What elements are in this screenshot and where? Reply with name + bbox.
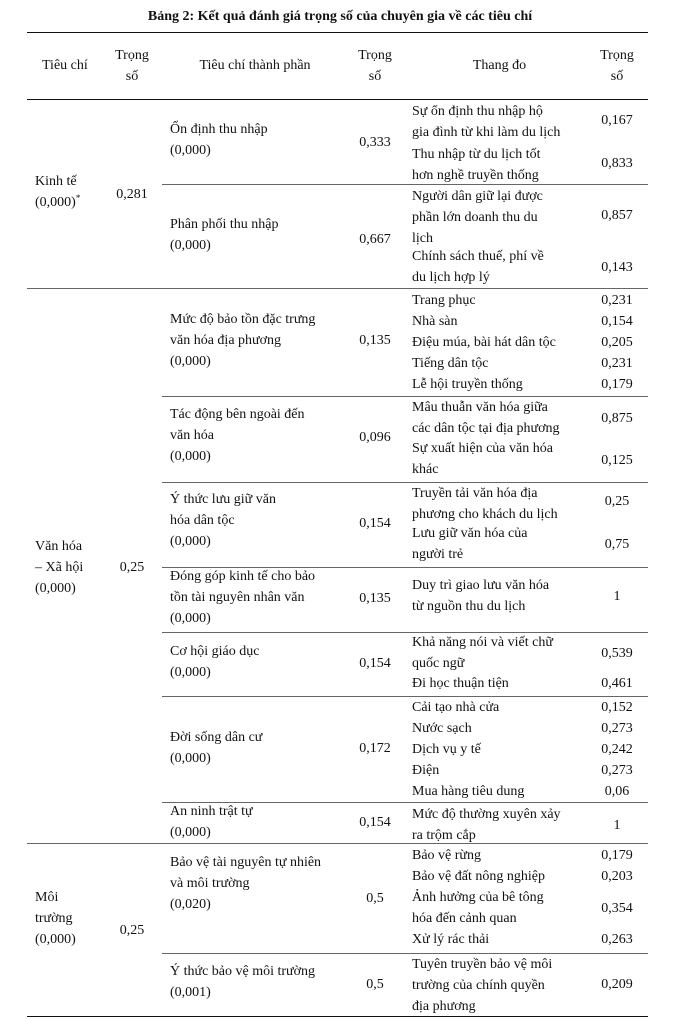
table-bottom-rule [27, 1016, 648, 1017]
scale-item-weight: 0,231 [601, 293, 633, 308]
sub-criteria-text: và môi trường [170, 876, 250, 891]
criteria-cr: (0,000)* [35, 193, 81, 210]
header-top-rule [27, 32, 648, 33]
scale-item-text: du lịch hợp lý [412, 270, 490, 285]
scale-item-text: Mức độ thường xuyên xảy [412, 807, 561, 822]
scale-item-text: Tuyên truyền bảo vệ môi [412, 957, 553, 972]
scale-item-text: Mua hàng tiêu dung [412, 784, 525, 799]
scale-item-weight: 0,833 [601, 156, 633, 171]
scale-item-text: Truyền tải văn hóa địa [412, 486, 538, 501]
scale-item-weight: 0,242 [601, 742, 633, 757]
header-scale-weight: Trọng [600, 48, 634, 63]
scale-item-text: Cải tạo nhà cửa [412, 700, 500, 715]
footnote-mark: * [75, 193, 81, 203]
sub-criteria-text: (0,001) [170, 985, 211, 1000]
scale-item-weight: 0,25 [604, 494, 630, 509]
criteria-weight: 0,25 [119, 560, 145, 575]
scale-item-text: ra trộm cắp [412, 828, 476, 843]
sub-criteria-text: An ninh trật tự [170, 804, 253, 819]
sub-divider [162, 696, 648, 697]
sub-criteria-text: Đời sống dân cư [170, 730, 263, 745]
scale-item-weight: 0,857 [601, 208, 633, 223]
criteria-name: Văn hóa [35, 539, 83, 554]
scale-item-text: khác [412, 462, 439, 477]
sub-criteria-weight: 0,096 [359, 430, 391, 445]
scale-item-text: Dịch vụ y tế [412, 742, 481, 757]
criteria-name: Môi [35, 890, 59, 905]
scale-item-text: Chính sách thuế, phí về [412, 249, 544, 264]
sub-criteria-weight: 0,5 [366, 891, 384, 906]
sub-criteria-weight: 0,5 [366, 977, 384, 992]
scale-item-weight: 0,263 [601, 932, 633, 947]
sub-criteria-text: (0,020) [170, 897, 211, 912]
header-weight: Trọng [115, 48, 149, 63]
scale-item-weight: 0,205 [601, 335, 633, 350]
sub-criteria-text: (0,000) [170, 825, 211, 840]
scale-item-text: Trang phục [412, 293, 476, 308]
sub-divider [162, 632, 648, 633]
scale-item-text: trường của chính quyền [412, 978, 545, 993]
header-weight: số [125, 69, 139, 84]
criteria-name: (0,000) [35, 581, 76, 596]
criteria-weight: 0,281 [116, 187, 148, 202]
scale-item-weight: 0,143 [601, 260, 633, 275]
scale-item-weight: 0,06 [604, 784, 630, 799]
sub-criteria-text: (0,000) [170, 238, 211, 253]
scale-item-text: hóa đến cảnh quan [412, 911, 517, 926]
scale-item-text: Lễ hội truyền thống [412, 377, 523, 392]
group-divider [27, 288, 648, 289]
sub-criteria-text: (0,000) [170, 143, 211, 158]
scale-item-weight: 0,273 [601, 721, 633, 736]
scale-item-text: Khả năng nói và viết chữ [412, 635, 553, 650]
sub-divider [162, 953, 648, 954]
scale-item-text: hơn nghề truyền thống [412, 168, 539, 183]
sub-criteria-weight: 0,135 [359, 333, 391, 348]
scale-item-text: Sự ổn định thu nhập hộ [412, 104, 543, 119]
criteria-name: trường [35, 911, 73, 926]
scale-item-text: Người dân giữ lại được [412, 189, 543, 204]
sub-criteria-text: văn hóa [170, 428, 214, 443]
scale-item-text: người trẻ [412, 547, 464, 562]
scale-item-text: Bảo vệ đất nông nghiệp [412, 869, 545, 884]
sub-criteria-text: (0,000) [170, 665, 211, 680]
scale-item-text: Xử lý rác thải [412, 932, 490, 947]
sub-criteria-weight: 0,154 [359, 516, 391, 531]
scale-item-text: Điệu múa, bài hát dân tộc [412, 335, 556, 350]
scale-item-text: Đi học thuận tiện [412, 676, 509, 691]
scale-item-weight: 0,209 [601, 977, 633, 992]
scale-item-text: Nhà sàn [412, 314, 458, 329]
header-scale: Thang đo [472, 58, 527, 73]
scale-item-text: gia đình từ khi làm du lịch [412, 125, 561, 140]
scale-item-text: Mâu thuẫn văn hóa giữa [412, 400, 548, 415]
header-sub-weight: Trọng [358, 48, 392, 63]
scale-item-weight: 0,875 [601, 411, 633, 426]
sub-criteria-text: Đóng góp kinh tế cho bảo [170, 569, 316, 584]
sub-criteria-text: Phân phối thu nhập [170, 217, 279, 232]
scale-item-weight: 0,539 [601, 646, 633, 661]
scale-item-text: Lưu giữ văn hóa của [412, 526, 528, 541]
sub-criteria-weight: 0,667 [359, 232, 391, 247]
sub-criteria-text: Bảo vệ tài nguyên tự nhiên [170, 855, 322, 870]
sub-criteria-weight: 0,154 [359, 815, 391, 830]
sub-criteria-text: Mức độ bảo tồn đặc trưng [170, 312, 316, 327]
table-title: Bảng 2: Kết quả đánh giá trọng số của chuyên gia về các tiêu chí [147, 9, 533, 24]
criteria-name: – Xã hội [35, 560, 84, 575]
sub-divider [162, 396, 648, 397]
header-criteria: Tiêu chí [42, 58, 88, 73]
scale-item-weight: 0,203 [601, 869, 633, 884]
sub-divider [162, 482, 648, 483]
scale-item-text: các dân tộc tại địa phương [412, 421, 560, 436]
scale-item-text: quốc ngữ [412, 656, 465, 671]
scale-item-text: Bảo vệ rừng [412, 848, 482, 863]
scale-item-weight: 1 [613, 589, 621, 604]
sub-criteria-weight: 0,333 [359, 135, 391, 150]
scale-item-text: phương cho khách du lịch [412, 507, 558, 522]
scale-item-text: Thu nhập từ du lịch tốt [412, 147, 541, 162]
sub-criteria-text: Cơ hội giáo dục [170, 644, 260, 659]
sub-criteria-text: Ý thức lưu giữ văn [170, 492, 276, 507]
scale-item-text: Sự xuất hiện của văn hóa [412, 441, 553, 456]
scale-item-weight: 0,179 [601, 377, 633, 392]
scale-item-text: từ nguồn thu du lịch [412, 599, 526, 614]
header-bottom-rule [27, 99, 648, 100]
sub-criteria-text: tồn tài nguyên nhân văn [170, 590, 305, 605]
scale-item-text: Ảnh hưởng của bê tông [412, 890, 544, 905]
scale-item-weight: 0,125 [601, 453, 633, 468]
sub-criteria-weight: 0,135 [359, 591, 391, 606]
scale-item-weight: 0,167 [601, 113, 633, 128]
sub-criteria-weight: 0,154 [359, 656, 391, 671]
scale-item-weight: 0,461 [601, 676, 633, 691]
header-sub-weight: số [368, 69, 382, 84]
sub-criteria-text: (0,000) [170, 354, 211, 369]
scale-item-text: lịch [412, 231, 433, 246]
sub-criteria-text: (0,000) [170, 534, 211, 549]
header-sub-criteria: Tiêu chí thành phần [199, 58, 311, 73]
scale-item-weight: 0,179 [601, 848, 633, 863]
scale-item-weight: 0,273 [601, 763, 633, 778]
criteria-weight: 0,25 [119, 923, 145, 938]
scale-item-text: Duy trì giao lưu văn hóa [412, 578, 550, 593]
scale-item-weight: 1 [613, 818, 621, 833]
scale-item-weight: 0,231 [601, 356, 633, 371]
criteria-name: Kinh tế [35, 174, 77, 189]
scale-item-text: Nước sạch [412, 721, 472, 736]
group-divider [27, 843, 648, 844]
sub-criteria-text: Ý thức bảo vệ môi trường [170, 964, 316, 979]
sub-criteria-text: văn hóa địa phương [170, 333, 282, 348]
sub-criteria-weight: 0,172 [359, 741, 391, 756]
scale-item-text: phần lớn doanh thu du [412, 210, 538, 225]
scale-item-weight: 0,75 [604, 537, 630, 552]
sub-divider [162, 184, 648, 185]
header-scale-weight: số [610, 69, 624, 84]
scale-item-text: địa phương [412, 999, 476, 1014]
scale-item-weight: 0,354 [601, 901, 633, 916]
scale-item-weight: 0,152 [601, 700, 633, 715]
sub-criteria-text: Ổn định thu nhập [170, 122, 268, 137]
scale-item-weight: 0,154 [601, 314, 633, 329]
scale-item-text: Điện [412, 763, 440, 778]
sub-criteria-text: (0,000) [170, 449, 211, 464]
sub-criteria-text: hóa dân tộc [170, 513, 235, 528]
scale-item-text: Tiếng dân tộc [412, 356, 489, 371]
criteria-name: (0,000) [35, 932, 76, 947]
sub-criteria-text: (0,000) [170, 751, 211, 766]
sub-criteria-text: Tác động bên ngoài đến [170, 407, 305, 422]
sub-criteria-text: (0,000) [170, 611, 211, 626]
